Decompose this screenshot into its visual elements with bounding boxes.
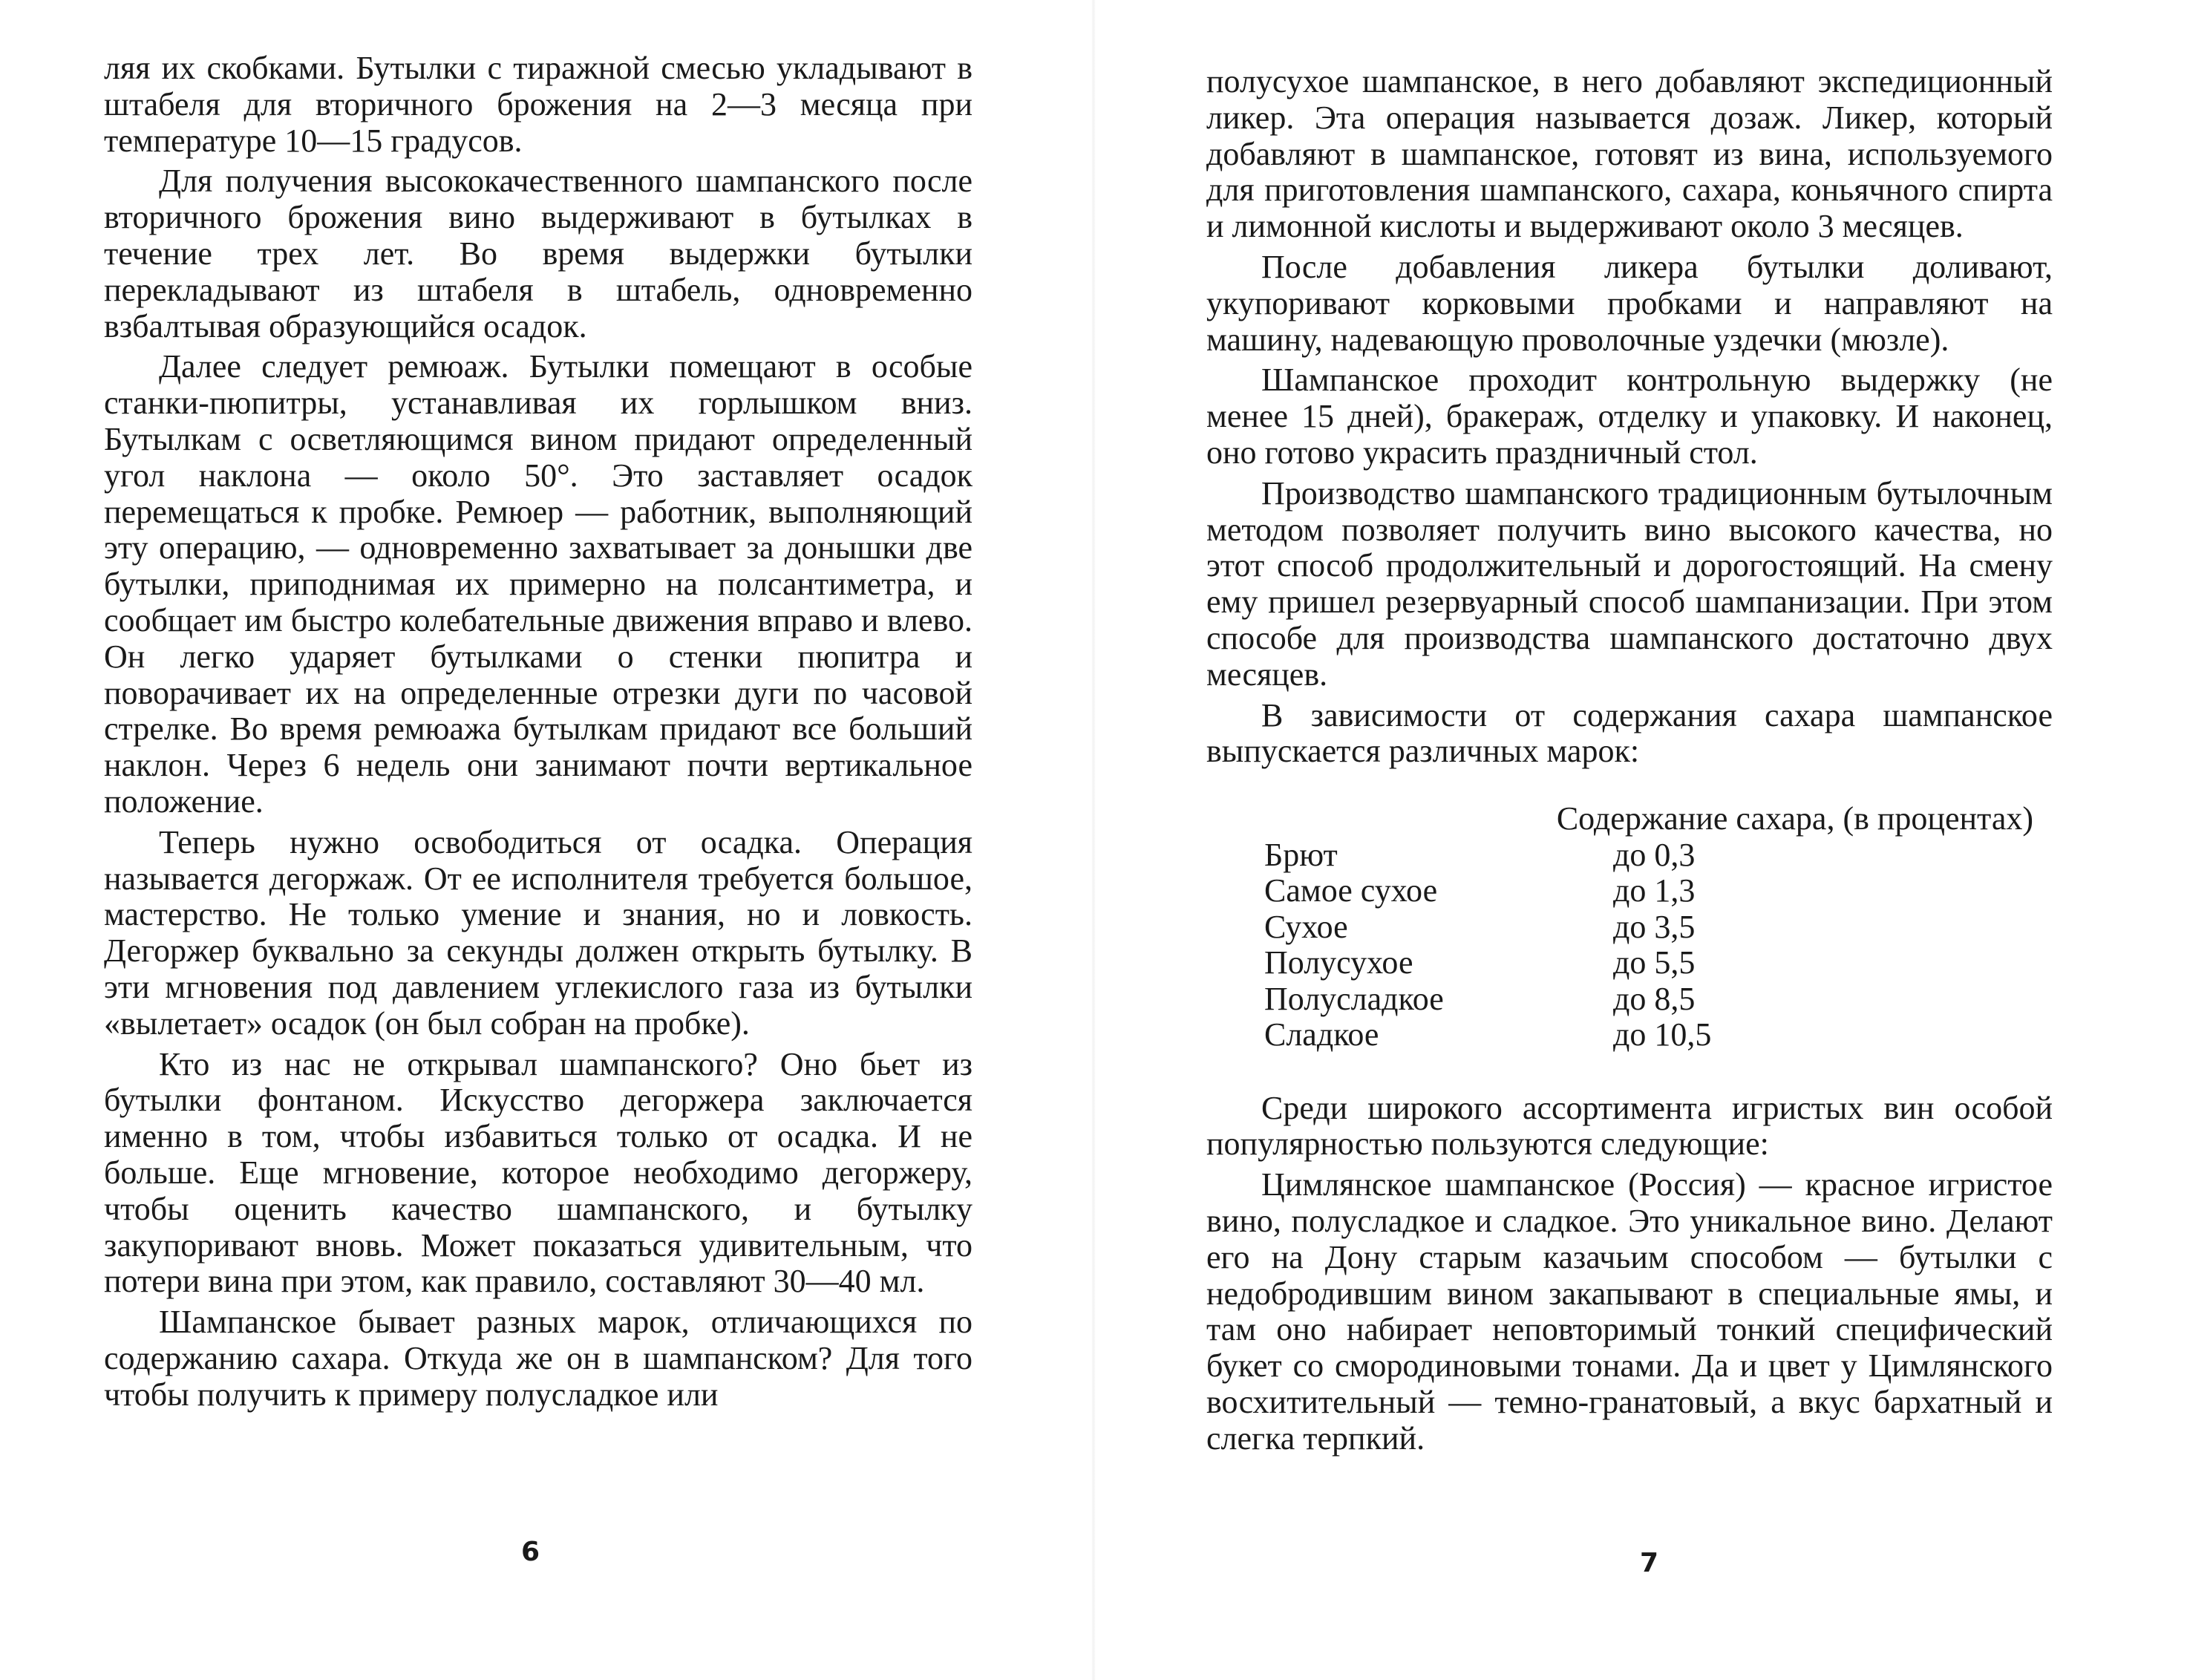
grade-cell: Полусладкое (1264, 980, 1444, 1017)
table-header-row (1206, 801, 2053, 837)
paragraph: В зависимости от содержания сахара шампанское выпускается различных марок: (1206, 696, 2053, 770)
paragraph: Теперь нужно освободиться от осадка. Операция называется дегоржаж. От ее исполнителя требуется большое, мастерство. Не только умение и знания, но и ловкость. Дегоржер буквально за секунды должен открыть бутылку. В эти мгновения под давлением углекислого газа из бутылки «вылетает» осадок (он был собран на пробке). (104, 823, 972, 1042)
page-number: 7 (1640, 1548, 1659, 1578)
value-cell: до 1,3 (1613, 872, 1696, 909)
table-row (1206, 837, 2053, 874)
page-number: 6 (521, 1537, 540, 1567)
value-cell: до 10,5 (1613, 1016, 1712, 1053)
paragraph: Шампанское проходит контрольную выдержку (не менее 15 дней), бракераж, отделку и упаковку. И наконец, оно готово украсить праздничный стол. (1206, 362, 2053, 471)
grade-cell: Самое сухое (1264, 872, 1438, 909)
value-cell: до 8,5 (1613, 980, 1696, 1017)
paragraph: Цимлянское шампанское (Россия) — красное игристое вино, полусладкое и сладкое. Это уникальное вино. Делают его на Дону старым казачьим способом — бутылки с недобродившим вином закапывают в специальные ямы, и там оно набирает неповторимый тонкий специфический букет со смородиновыми тонами. Да и цвет у Цимлянского восхитительный — темно-гранатовый, а вкус бархатный и слегка терпкий. (1206, 1166, 2053, 1457)
table-row (1206, 945, 2053, 981)
paragraph: Среди широкого ассортимента игристых вин особой популярностью пользуются следующие: (1206, 1089, 2053, 1163)
right-page (1094, 0, 2187, 1680)
table-row (1206, 1017, 2053, 1053)
paragraph: Производство шампанского традиционным бутылочным методом позволяет получить вино высокого качества, но этот способ продолжительный и дорогостоящий. На смену ему пришел резервуарный способ шампанизации. При этом способе для производства шампанского достаточно двух месяцев. (1206, 474, 2053, 693)
table-header: Содержание сахара, (в процентах) (1556, 800, 2033, 837)
paragraph: После добавления ликера бутылки доливают, укупоривают корковыми пробками и направляют на машину, надевающую проволочные уздечки (мюзле). (1206, 248, 2053, 358)
grade-cell: Сладкое (1264, 1016, 1379, 1053)
paragraph: Для получения высококачественного шампанского после вторичного брожения вино выдерживают в бутылках в течение трех лет. Во время выдержки бутылки перекладывают из штабеля в штабель, одновременно взбалтывая образующийся осадок. (104, 163, 972, 344)
table-row (1206, 909, 2053, 946)
paragraph: Далее следует ремюаж. Бутылки помещают в особые станки-пюпитры, устанавливая их горлышком вниз. Бутылкам с осветляющимся вином придают определенный угол наклона — около 50°. Это заставляет осадок перемещаться к пробке. Ремюер — работник, выполняющий эту операцию, — одновременно захватывает за донышки две бутылки, приподнимая их примерно на полсантиметра, и сообщает им быстро колебательные движения вправо и влево. Он легко ударяет бутылками о стенки пюпитра и поворачивает их на определенные отрезки дуги по часовой стрелке. Во время ремюажа бутылкам придают все больший наклон. Через 6 недель они занимают почти вертикальное положение. (104, 348, 972, 820)
grade-cell: Полусухое (1264, 944, 1413, 981)
paragraph: полусухое шампанское, в него добавляют экспедиционный ликер. Эта операция называется дозаж. Ликер, который добавляют в шампанское, готовят из вина, используемого для приготовления шампанского, сахара, коньячного спирта и лимонной кислоты и выдерживают около 3 месяцев. (1206, 63, 2053, 245)
value-cell: до 0,3 (1613, 836, 1696, 873)
paragraph: Кто из нас не открывал шампанского? Оно бьет из бутылки фонтаном. Искусство дегоржера заключается именно в том, чтобы избавиться только от осадка. И не больше. Еще мгновение, которое необходимо дегоржеру, чтобы оценить качество шампанского, и бутылку закупоривают вновь. Может показаться удивительным, что потери вина при этом, как правило, составляют 30—40 мл. (104, 1045, 972, 1300)
table-row (1206, 873, 2053, 909)
left-page-text (104, 50, 972, 1417)
right-page-text (1206, 64, 2053, 1462)
value-cell: до 3,5 (1613, 908, 1696, 945)
grade-cell: Сухое (1264, 908, 1348, 945)
paragraph: Шампанское бывает разных марок, отличающихся по содержанию сахара. Откуда же он в шампанском? Для того чтобы получить к примеру полусладкое или (104, 1304, 972, 1413)
paragraph: ляя их скобками. Бутылки с тиражной смесью укладывают в штабеля для вторичного брожения на 2—3 месяца при температуре 10—15 градусов. (104, 50, 972, 159)
value-cell: до 5,5 (1613, 944, 1696, 981)
grade-cell: Брют (1264, 836, 1338, 873)
sugar-content-table (1206, 801, 2053, 1053)
table-row (1206, 981, 2053, 1018)
